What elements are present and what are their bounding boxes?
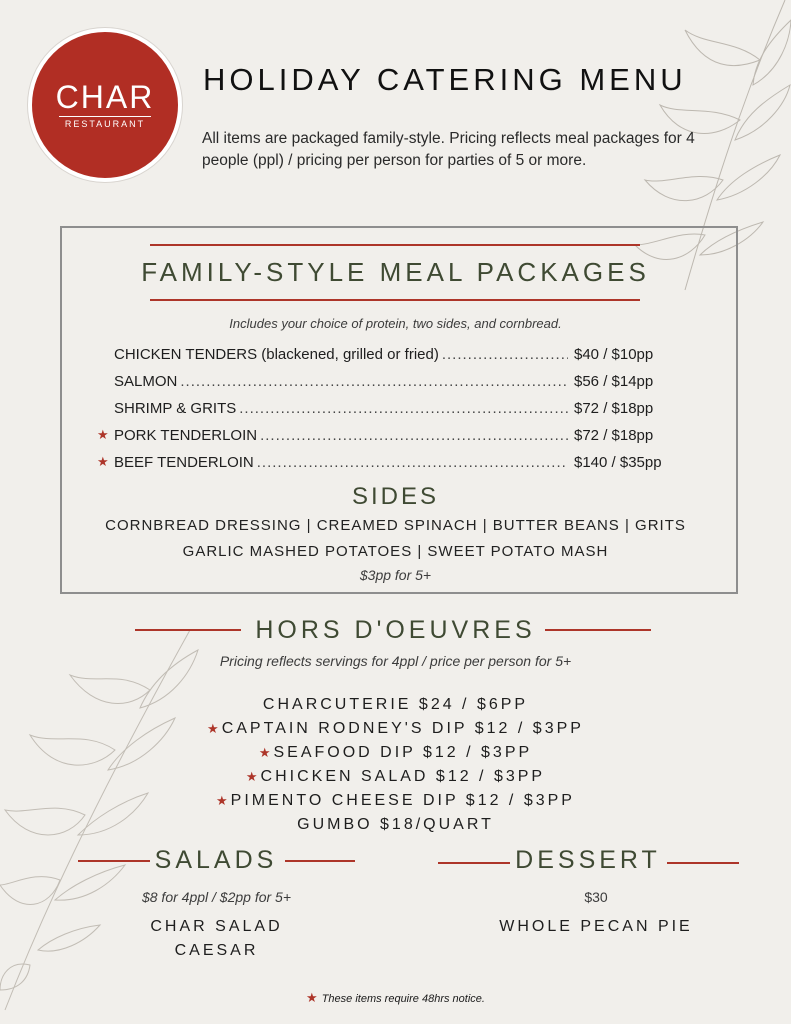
hors-doeuvres-label: CAPTAIN RODNEY'S DIP $12 / $3PP xyxy=(221,720,584,737)
hors-doeuvres-list xyxy=(0,696,791,840)
star-icon: ★ xyxy=(97,427,109,442)
dessert-heading: DESSERT xyxy=(515,846,661,874)
intro-text: All items are packaged family-style. Pricing reflects meal packages for 4 people (ppl) / pricing per person for parties of 5 or more. xyxy=(202,130,695,169)
dessert-list xyxy=(438,918,754,942)
sides-heading: SIDES xyxy=(351,483,440,510)
logo-divider xyxy=(59,116,151,117)
package-row xyxy=(97,454,680,481)
salads-heading: SALADS xyxy=(154,846,278,874)
divider-line xyxy=(438,862,510,864)
package-price: $72 / $18pp xyxy=(574,427,654,444)
package-row xyxy=(114,373,680,400)
hors-doeuvres-item xyxy=(0,696,791,720)
salad-item: CHAR SALAD xyxy=(150,918,283,935)
divider-line xyxy=(150,244,640,246)
package-name: SALMON xyxy=(114,373,178,390)
hors-doeuvres-item xyxy=(0,744,791,768)
divider-line xyxy=(78,860,150,862)
divider-line xyxy=(150,299,640,301)
package-price: $140 / $35pp xyxy=(574,454,662,471)
dot-leader xyxy=(257,454,568,471)
dessert-price: $30 xyxy=(584,889,608,905)
hors-doeuvres-label: CHICKEN SALAD $12 / $3PP xyxy=(260,768,546,785)
char-restaurant-logo xyxy=(28,28,182,182)
page-title: HOLIDAY CATERING MENU xyxy=(203,62,687,97)
package-row xyxy=(114,400,680,427)
hors-doeuvres-heading: HORS D'OEUVRES xyxy=(255,616,536,644)
salad-item: CAESAR xyxy=(174,942,259,959)
divider-line xyxy=(285,860,355,862)
package-name: CHICKEN TENDERS (blackened, grilled or fried) xyxy=(114,346,439,363)
package-name: SHRIMP & GRITS xyxy=(114,400,237,417)
hors-doeuvres-item xyxy=(0,792,791,816)
dot-leader xyxy=(260,427,568,444)
hors-doeuvres-item xyxy=(0,816,791,840)
hors-doeuvres-label: CHARCUTERIE $24 / $6PP xyxy=(262,696,529,713)
star-icon: ★ xyxy=(306,990,318,1005)
dot-leader xyxy=(442,346,568,363)
hors-doeuvres-item xyxy=(0,768,791,792)
sides-line-1: CORNBREAD DRESSING | CREAMED SPINACH | BUTTER BEANS | GRITS xyxy=(105,517,686,534)
logo-wordmark: CHAR xyxy=(55,79,155,115)
footnote xyxy=(0,990,791,1006)
meal-packages-list xyxy=(97,346,680,481)
footnote-text: These items require 48hrs notice. xyxy=(321,993,485,1005)
dessert-item: WHOLE PECAN PIE xyxy=(499,918,693,935)
package-row xyxy=(97,427,680,454)
dot-leader xyxy=(180,373,568,390)
package-name: BEEF TENDERLOIN xyxy=(114,454,254,471)
meal-packages-heading: FAMILY-STYLE MEAL PACKAGES xyxy=(141,257,650,287)
sides-price-note: $3pp for 5+ xyxy=(359,567,432,583)
dot-leader xyxy=(239,400,568,417)
star-icon: ★ xyxy=(216,793,228,808)
hors-doeuvres-label: GUMBO $18/QUART xyxy=(297,816,494,833)
divider-line xyxy=(545,629,651,631)
package-price: $56 / $14pp xyxy=(574,373,654,390)
sides-line-2: GARLIC MASHED POTATOES | SWEET POTATO MASH xyxy=(182,543,609,560)
star-icon: ★ xyxy=(245,769,258,784)
package-price: $72 / $18pp xyxy=(574,400,654,417)
salads-price-note: $8 for 4ppl / $2pp for 5+ xyxy=(141,889,292,905)
package-row xyxy=(114,346,680,373)
package-name: PORK TENDERLOIN xyxy=(114,427,258,444)
meal-packages-subtitle: Includes your choice of protein, two sides, and cornbread. xyxy=(229,316,562,331)
hors-doeuvres-label: PIMENTO CHEESE DIP $12 / $3PP xyxy=(230,792,575,809)
hors-doeuvres-subtitle: Pricing reflects servings for 4ppl / price per person for 5+ xyxy=(219,653,572,669)
star-icon: ★ xyxy=(258,745,271,760)
star-icon: ★ xyxy=(97,454,109,469)
divider-line xyxy=(667,862,739,864)
salads-list xyxy=(78,918,355,966)
hors-doeuvres-label: SEAFOOD DIP $12 / $3PP xyxy=(273,744,533,761)
logo-subtitle: RESTAURANT xyxy=(64,119,146,129)
package-price: $40 / $10pp xyxy=(574,346,654,363)
star-icon: ★ xyxy=(207,721,219,736)
hors-doeuvres-item xyxy=(0,720,791,744)
